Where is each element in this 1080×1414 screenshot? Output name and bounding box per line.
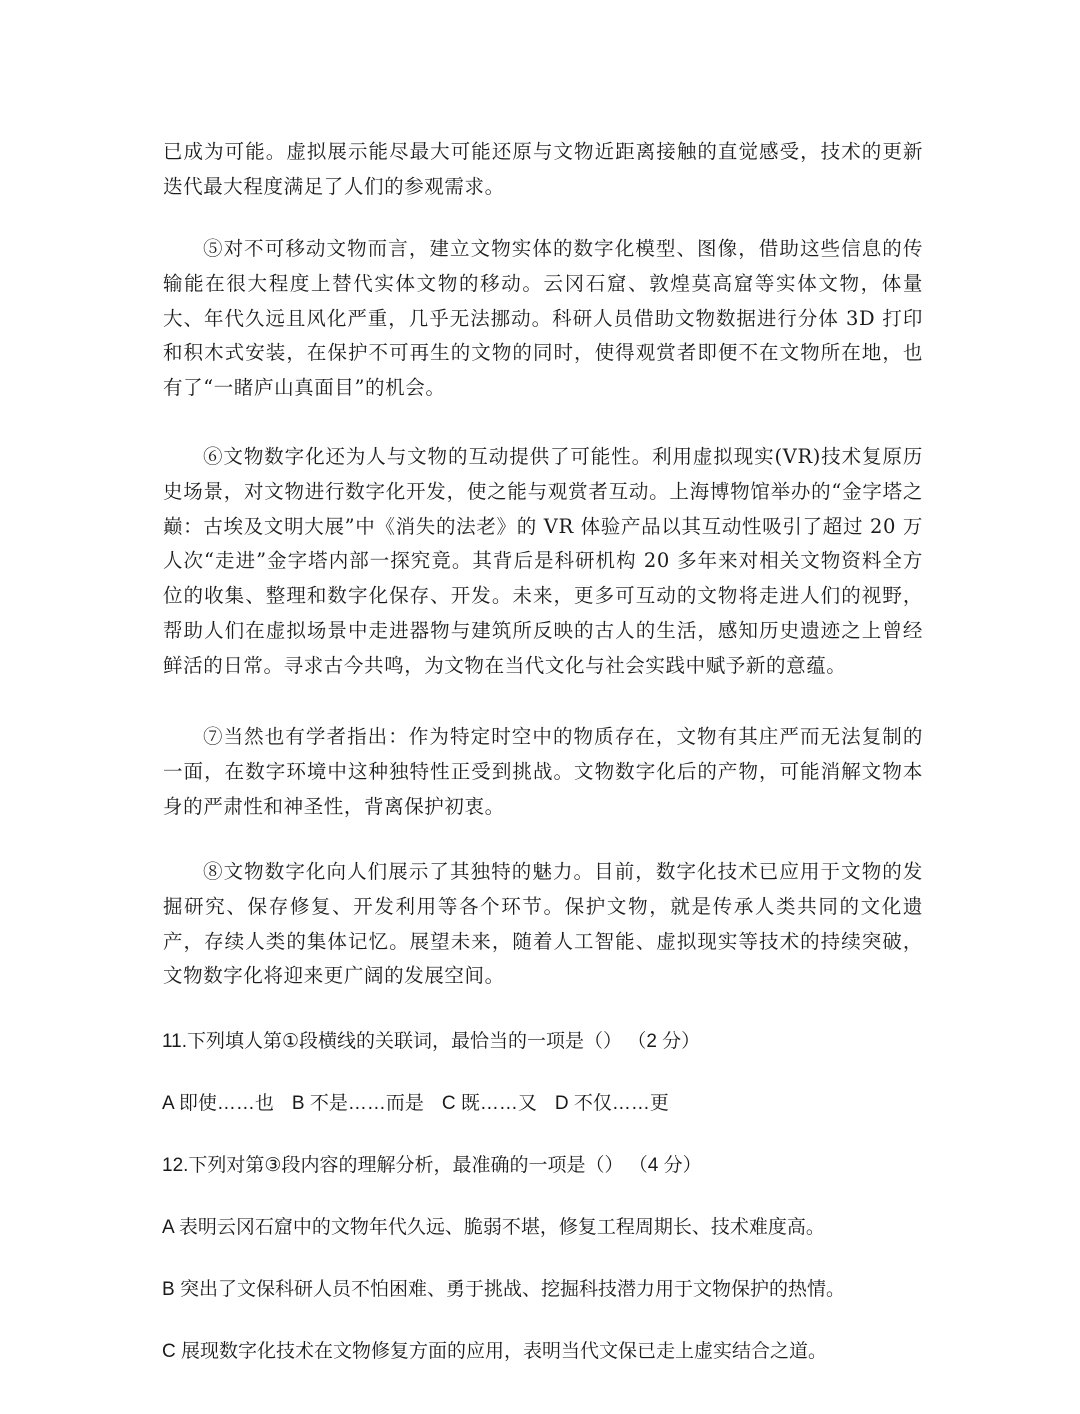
question-11-options [162,1090,942,1118]
question-12-option-b[interactable]: B 突出了文保科研人员不怕困难、勇于挑战、挖掘科技潜力用于文物保护的热情。 [162,1279,845,1300]
question-12-option-c[interactable]: C 展现数字化技术在文物修复方面的应用，表明当代文保已走上虚实结合之道。 [162,1341,828,1362]
paragraph-6: ⑥文物数字化还为人与文物的互动提供了可能性。利用虚拟现实(VR)技术复原历史场景，对文物进行数字化开发，使之能与观赏者互动。上海博物馆举办的“金字塔之巅：古埃及文明大展”中《消失的法老》的 VR 体验产品以其互动性吸引了超过 20 万人次“走进”金字塔内部一探究竟。其背后是科研机构 20 多年来对相关文物资料全方位的收集、整理和数字化保存、开发。未来，更多可互动的文物将走进人们的视野，帮助人们在虚拟场景中走进器物与建筑所反映的古人的生活，感知历史遗迹之上曾经鲜活的日常。寻求古今共鸣，为文物在当代文化与社会实践中赋予新的意蕴。 [163,445,923,677]
question-12-stem: 12.下列对第③段内容的理解分析，最准确的一项是（） （4 分） [162,1155,702,1176]
question-11-option-b[interactable]: B 不是……而是 [291,1093,424,1114]
paragraph-7: ⑦当然也有学者指出：作为特定时空中的物质存在，文物有其庄严而无法复制的一面，在数字环境中这种独特性正受到挑战。文物数字化后的产物，可能消解文物本身的严肃性和神圣性，背离保护初衷。 [163,725,923,818]
question-11-option-a[interactable]: A 即使……也 [162,1093,274,1114]
question-11-option-d[interactable]: D 不仅……更 [554,1093,669,1114]
paragraph-4-tail: 已成为可能。虚拟展示能尽最大可能还原与文物近距离接触的直觉感受，技术的更新迭代最大程度满足了人们的参观需求。 [163,140,923,198]
question-12-option-a[interactable]: A 表明云冈石窟中的文物年代久远、脆弱不堪，修复工程周期长、技术难度高。 [162,1217,825,1238]
question-11-option-c[interactable]: C 既……又 [441,1093,537,1114]
paragraph-8: ⑧文物数字化向人们展示了其独特的魅力。目前，数字化技术已应用于文物的发掘研究、保存修复、开发利用等各个环节。保护文物，就是传承人类共同的文化遗产，存续人类的集体记忆。展望未来，随着人工智能、虚拟现实等技术的持续突破，文物数字化将迎来更广阔的发展空间。 [163,860,923,988]
question-11-stem: 11.下列填人第①段横线的关联词，最恰当的一项是（） （2 分） [162,1031,701,1052]
paragraph-5: ⑤对不可移动文物而言，建立文物实体的数字化模型、图像，借助这些信息的传输能在很大程度上替代实体文物的移动。云冈石窟、敦煌莫高窟等实体文物，体量大、年代久远且风化严重，几乎无法挪动。科研人员借助文物数据进行分体 3D 打印和积木式安装，在保护不可再生的文物的同时，使得观赏者即便不在文物所在地，也有了“一睹庐山真面目”的机会。 [163,237,923,400]
